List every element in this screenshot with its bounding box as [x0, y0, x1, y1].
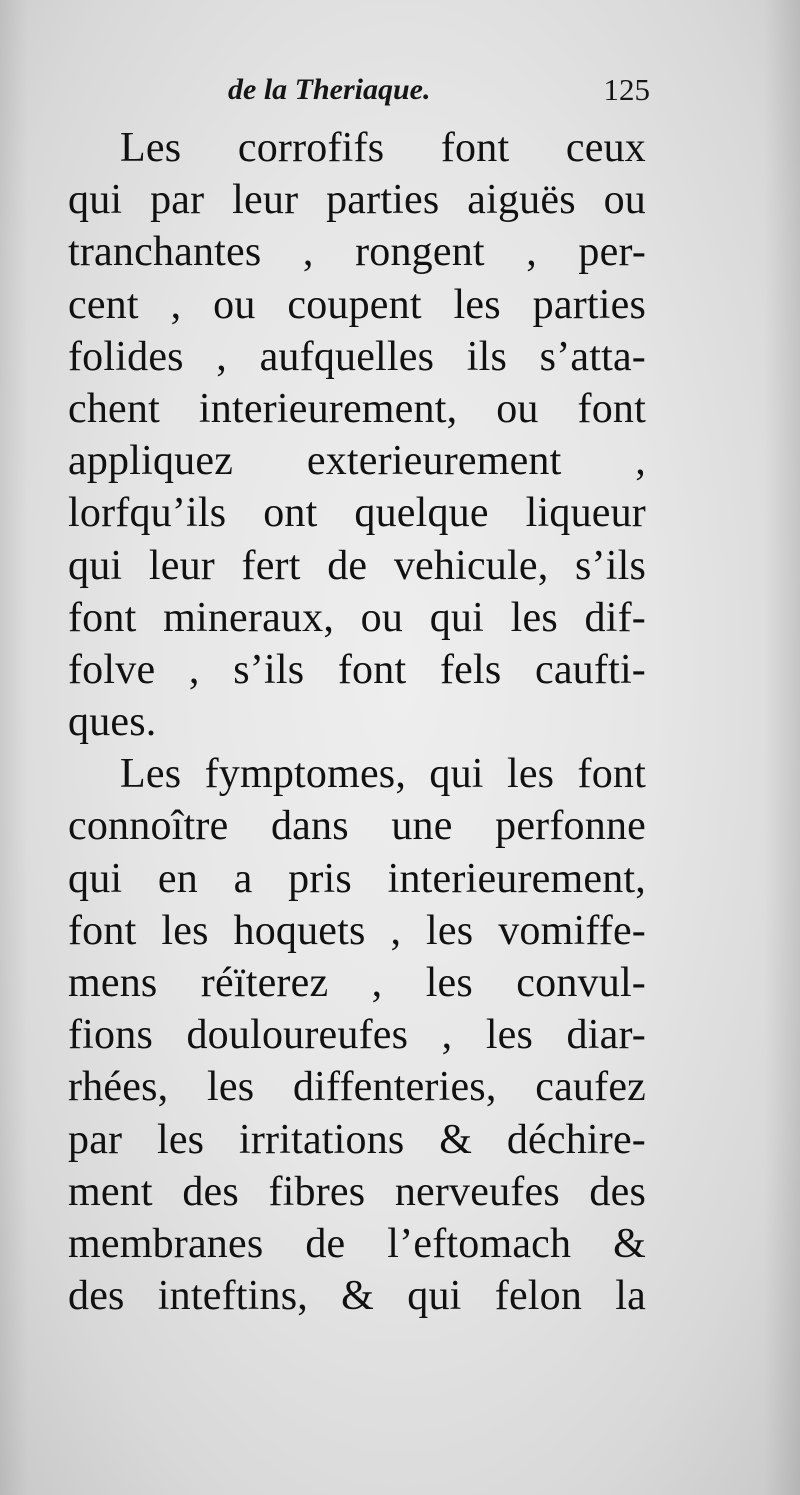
- text-line: chent interieurement, ou font: [68, 385, 646, 432]
- text-line: appliquez exterieurement ,: [68, 438, 646, 485]
- text-line: qui leur fert de vehicule, s’ils: [68, 542, 646, 589]
- page-shadow-right: [764, 0, 800, 1495]
- text-line: ment des fibres nerveufes des: [68, 1168, 646, 1215]
- text-line: Les corrofifs font ceux: [120, 125, 646, 171]
- text-line: qui par leur parties aiguës ou: [68, 177, 646, 224]
- text-line: ques.: [68, 699, 157, 746]
- text-line: par les irritations & déchire-: [68, 1116, 646, 1163]
- text-line: cent , ou coupent les parties: [68, 281, 646, 328]
- page-number: 125: [603, 72, 650, 107]
- running-title: de la Theriaque.: [228, 73, 431, 106]
- text-line: folve , s’ils font fels caufti-: [68, 646, 646, 693]
- text-line: Les fymptomes, qui les font: [120, 751, 646, 798]
- text-line: folides , aufquelles ils s’atta-: [68, 333, 646, 380]
- running-head: [70, 70, 650, 114]
- text-line: lorfqu’ils ont quelque liqueur: [68, 490, 646, 537]
- text-line: rhées, les diffenteries, caufez: [68, 1064, 646, 1111]
- text-line: mens réïterez , les convul-: [68, 960, 646, 1006]
- page-shadow-left: [0, 0, 28, 1495]
- text-line: font les hoquets , les vomiffe-: [68, 907, 646, 954]
- text-line: des inteftins, & qui felon la: [68, 1273, 646, 1320]
- text-line: font mineraux, ou qui les dif-: [68, 594, 646, 641]
- body-text: [68, 122, 646, 1322]
- text-line: tranchantes , rongent , per-: [68, 229, 646, 276]
- text-line: connoître dans une perfonne: [68, 803, 646, 850]
- text-line: qui en a pris interieurement,: [68, 855, 646, 902]
- text-line: fions douloureufes , les diar-: [68, 1012, 646, 1059]
- text-line: membranes de l’eftomach &: [68, 1220, 646, 1267]
